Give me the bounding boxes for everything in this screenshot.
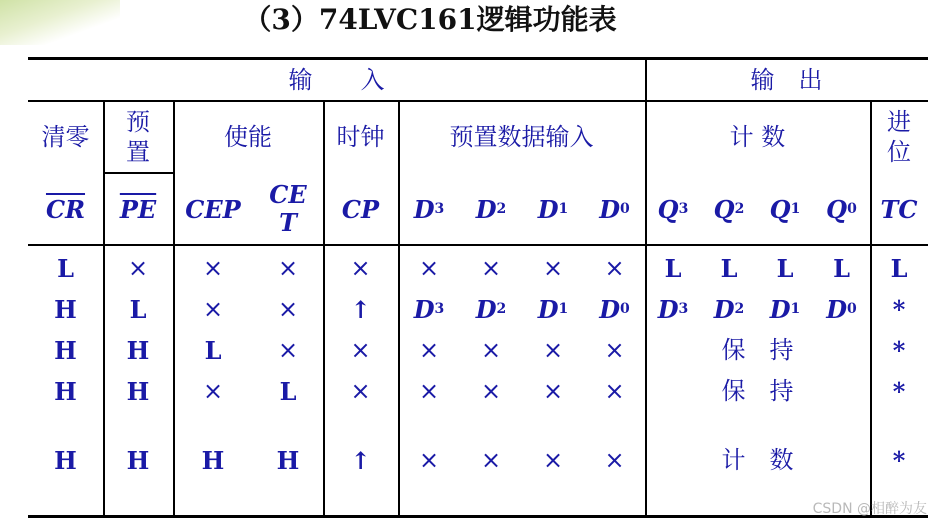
signal-cet: CE T: [269, 180, 307, 237]
cell-cet: L: [279, 376, 297, 406]
cell-d1: ×: [542, 377, 564, 405]
signal-cr-label: $\overline{CR}$: [45, 194, 86, 224]
signal-q2: Q 2: [713, 194, 745, 224]
group-preset: 预 置: [126, 108, 150, 166]
cell-cet: ×: [277, 254, 299, 282]
group-preset-data: 预置数据输入: [449, 123, 594, 151]
signal-pe-label: $\overline{PE}$: [119, 194, 157, 224]
group-clear: 清零: [41, 123, 90, 151]
cell-d1: D 1: [537, 294, 569, 324]
page-title: （3）74LVC161逻辑功能表: [243, 3, 617, 36]
cell-q2: L: [720, 253, 738, 283]
cell-tc: *: [892, 376, 906, 406]
group-count: 计 数: [729, 123, 786, 151]
cell-cr: H: [54, 294, 77, 324]
watermark: CSDN @相醉为友: [812, 501, 927, 517]
cell-d3: ×: [418, 254, 440, 282]
cell-q1: L: [776, 253, 794, 283]
signal-d0: D 0: [599, 194, 630, 224]
group-enable: 使能: [224, 123, 272, 151]
signal-q3: Q 3: [657, 194, 689, 224]
cell-cp: ×: [350, 336, 371, 364]
cell-d2: D 2: [475, 294, 507, 324]
cell-tc: L: [890, 253, 908, 283]
cell-cet: ×: [277, 336, 299, 364]
cell-q2: D 2: [713, 294, 745, 324]
cell-cp: ↑: [350, 294, 371, 324]
cell-d0: ×: [604, 377, 625, 405]
table-bottom-rule: [28, 515, 928, 518]
cell-pe: L: [129, 294, 147, 324]
signal-d3: D 3: [413, 194, 445, 224]
cell-cep: H: [201, 445, 225, 475]
signal-pe: [103, 174, 173, 244]
cell-cep: ×: [202, 295, 224, 323]
cell-q0: D 0: [826, 294, 857, 324]
cell-cep: ×: [202, 377, 224, 405]
cell-cep: L: [204, 335, 222, 365]
inputs-header: 输 入: [288, 65, 385, 94]
cell-pe: H: [126, 335, 150, 365]
cell-d2: ×: [480, 336, 502, 364]
cell-cr: H: [54, 445, 77, 475]
cell-cp: ↑: [350, 445, 371, 475]
cell-d1: ×: [542, 336, 564, 364]
group-carry: 进 位: [887, 108, 911, 166]
cell-d2: ×: [480, 377, 502, 405]
cell-cr: H: [54, 376, 77, 406]
group-clock: 时钟: [336, 123, 385, 151]
cell-cr: L: [57, 253, 74, 283]
cell-d3: ×: [418, 336, 440, 364]
cell-q0: L: [833, 253, 850, 283]
cell-d3: D 3: [413, 294, 445, 324]
cell-pe: H: [126, 445, 150, 475]
cell-q3: D 3: [657, 294, 689, 324]
cell-q-merged: 计 数: [721, 446, 794, 474]
cell-cr: H: [54, 335, 77, 365]
signal-cp: CP: [341, 194, 380, 224]
signal-q0: Q 0: [826, 194, 857, 224]
signal-header-rule: [28, 244, 928, 246]
signal-cep: CEP: [185, 194, 241, 224]
cell-d0: D 0: [599, 294, 630, 324]
cell-d2: ×: [480, 254, 502, 282]
cell-q-merged: 保 持: [721, 377, 794, 405]
cell-q-merged: 保 持: [721, 336, 794, 364]
signal-d2: D 2: [475, 194, 507, 224]
cell-d3: ×: [418, 377, 440, 405]
cell-d1: ×: [542, 446, 564, 474]
cell-q3: L: [664, 253, 682, 283]
cell-cet: H: [276, 445, 300, 475]
cell-pe: H: [126, 376, 150, 406]
cell-d0: ×: [604, 446, 625, 474]
signal-cr: [28, 174, 103, 244]
cell-d0: ×: [604, 254, 625, 282]
signal-tc: TC: [880, 194, 918, 224]
cell-cet: ×: [277, 295, 299, 323]
cell-cp: ×: [350, 254, 371, 282]
cell-d1: ×: [542, 254, 564, 282]
cell-d0: ×: [604, 336, 625, 364]
cell-cp: ×: [350, 377, 371, 405]
cell-d3: ×: [418, 446, 440, 474]
cell-d2: ×: [480, 446, 502, 474]
cell-tc: *: [892, 335, 906, 365]
cell-tc: *: [892, 445, 906, 475]
cell-q1: D 1: [769, 294, 801, 324]
cell-cep: ×: [202, 254, 224, 282]
cell-pe: ×: [127, 254, 149, 282]
signal-q1: Q 1: [769, 194, 801, 224]
cell-tc: *: [892, 294, 906, 324]
outputs-header: 输 出: [750, 65, 823, 94]
signal-d1: D 1: [537, 194, 569, 224]
